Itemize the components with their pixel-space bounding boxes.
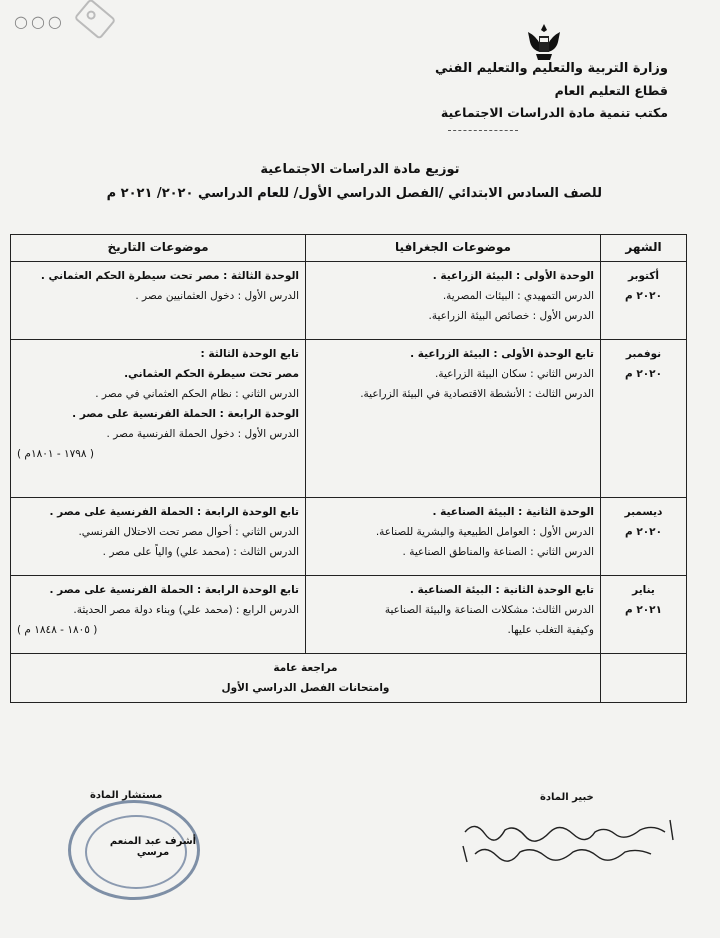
geo-line: تابع الوحدة الثانية : البيئة الصناعية . [409, 584, 594, 596]
geo-line: وكيفية التغلب عليها. [507, 624, 594, 636]
history-cell [11, 498, 306, 576]
review-cell [11, 654, 601, 703]
geo-line: الدرس الثالث: مشكلات الصناعة والبيئة الصناعية [384, 604, 594, 616]
header-month: الشهر [601, 235, 687, 262]
geo-line: الدرس الثاني : الصناعة والمناطق الصناعية . [402, 546, 594, 558]
geo-line: الدرس الأول : خصائص البيئة الزراعية. [428, 310, 594, 322]
office-name: مكتب تنمية مادة الدراسات الاجتماعية [440, 105, 668, 120]
advisor-name: أشرف عبد المنعم مرسي [109, 836, 197, 858]
hist-line: مصر تحت سيطرة الحكم العثماني. [124, 368, 299, 380]
geo-line: الدرس الثاني : سكان البيئة الزراعية. [435, 368, 594, 380]
hist-line: الدرس الأول : دخول الحملة الفرنسية مصر . [106, 428, 299, 440]
hist-line: الدرس الأول : دخول العثمانيين مصر . [135, 290, 299, 302]
hist-line: ( ١٧٩٨ - ١٨٠١م ) [17, 448, 94, 460]
advisor-title: مستشار المادة [90, 790, 163, 801]
month-year: ٢٠٢٠ م [625, 290, 662, 302]
history-cell [11, 340, 306, 498]
geo-line: الدرس الأول : العوامل الطبيعية والبشرية للصناعة. [375, 526, 594, 538]
review-month-cell [601, 654, 687, 703]
hist-line: الدرس الثاني : نظام الحكم العثماني في مصر . [95, 388, 299, 400]
top-toolbar [0, 0, 720, 40]
hist-line: الدرس الثالث : (محمد علي) والياً على مصر . [102, 546, 299, 558]
month-cell [601, 576, 687, 654]
month-name: أكتوبر [627, 270, 660, 282]
month-cell [601, 262, 687, 340]
table-row [11, 262, 687, 340]
handwritten-signature [455, 810, 685, 870]
ministry-header [435, 58, 668, 131]
sector-name: قطاع التعليم العام [554, 83, 668, 98]
hist-line: الدرس الرابع : (محمد علي) وبناء دولة مصر الحديثة. [73, 604, 299, 616]
month-year: ٢٠٢٠ م [625, 368, 662, 380]
month-name: نوفمبر [625, 348, 662, 360]
hist-line: ( ١٨٠٥ - ١٨٤٨ م ) [17, 624, 98, 636]
review-line: مراجعة عامة [273, 662, 338, 674]
geo-line: الوحدة الثانية : البيئة الصناعية . [432, 506, 594, 518]
hist-line: الوحدة الثالثة : مصر تحت سيطرة الحكم العثماني . [40, 270, 299, 282]
history-cell [11, 262, 306, 340]
hist-line: تابع الوحدة الثالثة : [200, 348, 299, 360]
history-cell [11, 576, 306, 654]
month-cell [601, 340, 687, 498]
geography-cell [306, 576, 601, 654]
hist-line: تابع الوحدة الرابعة : الحملة الفرنسية على مصر . [49, 506, 299, 518]
table-row [11, 340, 687, 498]
month-year: ٢٠٢١ م [625, 604, 662, 616]
geography-cell [306, 262, 601, 340]
review-row [11, 654, 687, 703]
geography-cell [306, 498, 601, 576]
header-geography: موضوعات الجغرافيا [306, 235, 601, 262]
curriculum-table [10, 234, 687, 703]
geography-cell [306, 340, 601, 498]
month-name: يناير [632, 584, 655, 596]
document-subtitle: للصف السادس الابتدائي /الفصل الدراسي الأول/ للعام الدراسي ٢٠٢٠/ ٢٠٢١ م [106, 186, 602, 201]
month-cell [601, 498, 687, 576]
more-dots-icon[interactable]: ○○○ [14, 12, 65, 31]
geo-line: الدرس الثالث : الأنشطة الاقتصادية في البيئة الزراعية. [360, 388, 594, 400]
review-line: وامتحانات الفصل الدراسي الأول [221, 682, 390, 694]
ministry-name: وزارة التربية والتعليم والتعليم الفني [435, 61, 668, 76]
month-name: ديسمبر [624, 506, 663, 518]
geo-line: الدرس التمهيدي : البيئات المصرية. [442, 290, 594, 302]
table-row [11, 498, 687, 576]
hist-line: الوحدة الرابعة : الحملة الفرنسية على مصر . [72, 408, 299, 420]
header-history: موضوعات التاريخ [11, 235, 306, 262]
hist-line: الدرس الثاني : أحوال مصر تحت الاحتلال الفرنسي. [78, 526, 299, 538]
table-header-row [11, 235, 687, 262]
document-title: توزيع مادة الدراسات الاجتماعية [260, 162, 460, 177]
tag-icon[interactable] [74, 0, 117, 40]
geo-line: تابع الوحدة الأولى : البيئة الزراعية . [410, 348, 594, 360]
hist-line: تابع الوحدة الرابعة : الحملة الفرنسية على مصر . [49, 584, 299, 596]
header-divider [448, 130, 518, 131]
table-row [11, 576, 687, 654]
month-year: ٢٠٢٠ م [625, 526, 662, 538]
expert-title: خبير المادة [540, 792, 594, 803]
geo-line: الوحدة الأولى : البيئة الزراعية . [432, 270, 594, 282]
